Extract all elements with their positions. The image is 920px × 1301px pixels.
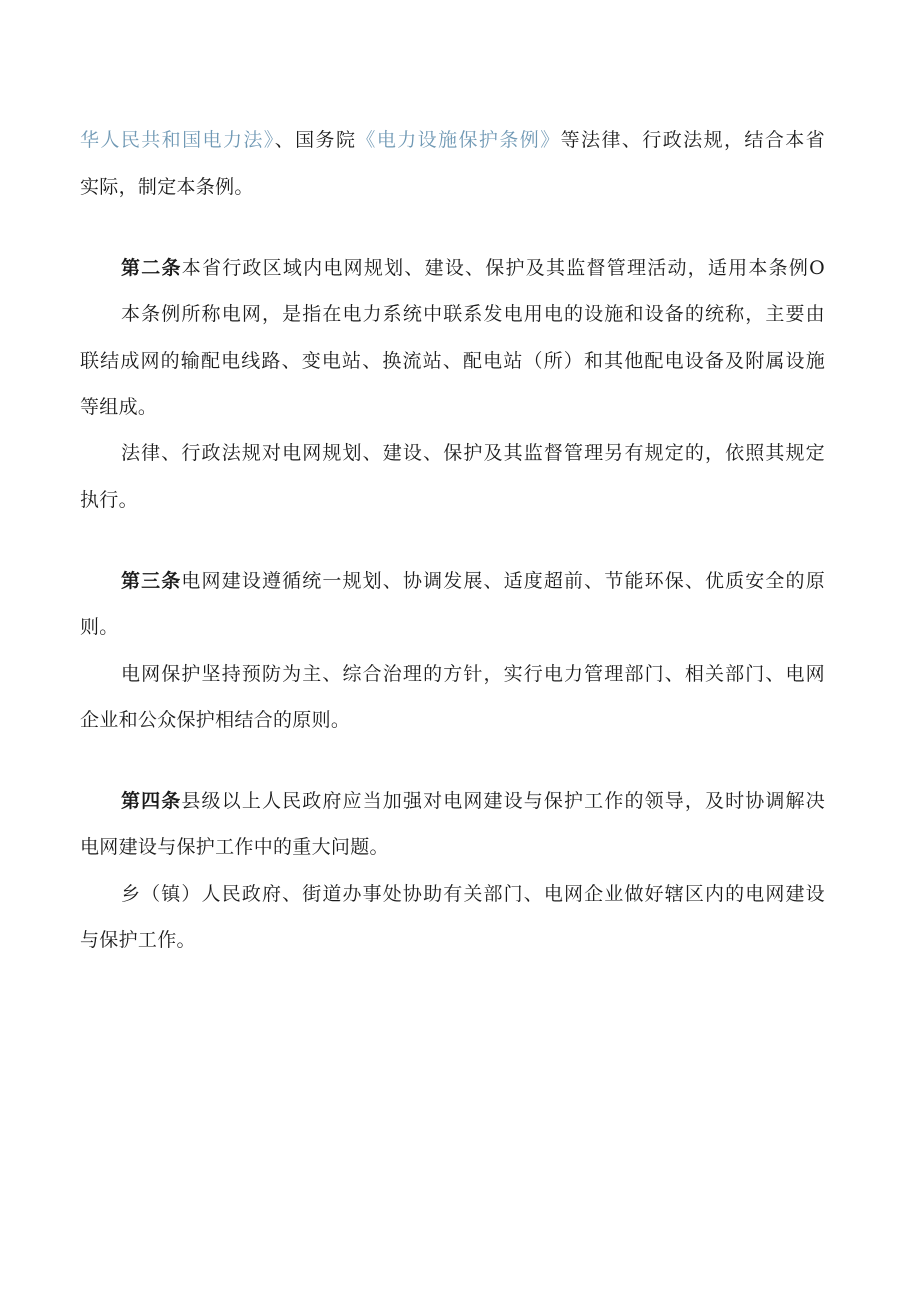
article-2-text: 本省行政区域内电网规划、建设、保护及其监督管理活动，适用本条例O: [181, 257, 825, 279]
intro-text: 等法律、行政法规，结合本省: [560, 129, 825, 151]
article-4-para-2-line-1: 乡（镇）人民政府、街道办事处协助有关部门、电网企业做好辖区内的电网建设: [121, 883, 825, 905]
article-2-para-2-line-3: 等组成。: [80, 396, 158, 418]
article-3-para-1-line-1: [121, 569, 825, 593]
article-2-para-2-line-2: 联结成网的输配电线路、变电站、换流站、配电站（所）和其他配电设备及附属设施: [80, 350, 825, 372]
article-2-para-3-line-2: 执行。: [80, 489, 138, 511]
article-3-para-2-line-2: 企业和公众保护相结合的原则。: [80, 709, 351, 731]
facility-protection-regulation-link[interactable]: 《电力设施保护条例》: [356, 129, 561, 151]
article-2-para-2-line-1: 本条例所称电网，是指在电力系统中联系发电用电的设施和设备的统称，主要由: [121, 303, 825, 325]
intro-line-2: 实际，制定本条例。: [80, 176, 254, 198]
article-3-title: 第三条: [121, 570, 182, 592]
article-4-title: 第四条: [121, 790, 182, 812]
power-law-link[interactable]: 华人民共和国电力法》: [80, 129, 275, 151]
intro-separator: 、国务院: [274, 129, 357, 151]
article-4-para-1-line-1: [121, 789, 825, 813]
article-3-para-2-line-1: 电网保护坚持预防为主、综合治理的方针，实行电力管理部门、相关部门、电网: [121, 663, 825, 685]
article-3-para-1-line-2: 则。: [80, 616, 119, 638]
intro-line-1: [80, 128, 825, 152]
article-4-text: 县级以上人民政府应当加强对电网建设与保护工作的领导，及时协调解决: [181, 790, 825, 812]
article-4-para-2-line-2: 与保护工作。: [80, 929, 196, 951]
article-2-para-3-line-1: 法律、行政法规对电网规划、建设、保护及其监督管理另有规定的，依照其规定: [121, 442, 825, 464]
article-2-para-1: [121, 256, 825, 280]
article-3-text: 电网建设遵循统一规划、协调发展、适度超前、节能环保、优质安全的原: [181, 570, 825, 592]
article-2-title: 第二条: [121, 257, 182, 279]
article-4-para-1-line-2: 电网建设与保护工作中的重大问题。: [80, 836, 389, 858]
